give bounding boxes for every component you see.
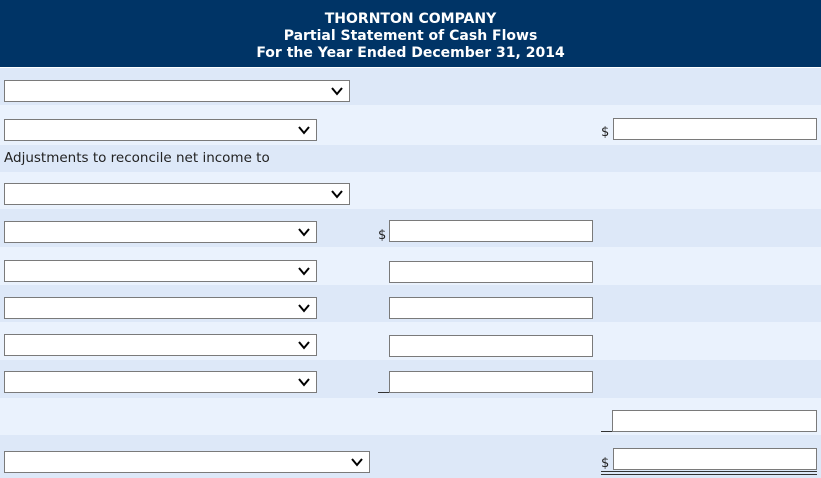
line-item-select-6[interactable]: [4, 297, 317, 319]
chevron-down-icon: [330, 187, 344, 201]
statement-title: Partial Statement of Cash Flows: [283, 28, 538, 44]
line-item-select-2[interactable]: [4, 119, 317, 141]
amount-input-net-cash[interactable]: [613, 448, 817, 470]
chevron-down-icon: [297, 264, 311, 278]
line-item-select-9[interactable]: [4, 451, 370, 473]
adjustments-label: Adjustments to reconcile net income to: [4, 150, 270, 166]
statement-period: For the Year Ended December 31, 2014: [256, 45, 565, 61]
row-1: [0, 68, 821, 105]
row-9: [0, 360, 821, 398]
amount-input-net-income[interactable]: [613, 118, 817, 140]
row-5: [0, 209, 821, 247]
amount-input-4[interactable]: [389, 335, 593, 357]
row-7: [0, 285, 821, 322]
line-item-select-3[interactable]: [4, 183, 350, 205]
row-11: [0, 435, 821, 478]
chevron-down-icon: [297, 375, 311, 389]
chevron-down-icon: [297, 225, 311, 239]
chevron-down-icon: [350, 455, 364, 469]
chevron-down-icon: [330, 84, 344, 98]
amount-input-total-adjustments[interactable]: [612, 410, 817, 432]
chevron-down-icon: [297, 338, 311, 352]
row-6: [0, 247, 821, 285]
line-item-select-4[interactable]: [4, 221, 317, 243]
company-name: THORNTON COMPANY: [324, 11, 497, 27]
dollar-sign: $: [378, 228, 387, 243]
chevron-down-icon: [297, 123, 311, 137]
statement-header: [0, 0, 821, 67]
amount-input-2[interactable]: [389, 261, 593, 283]
row-10: [0, 398, 821, 435]
amount-input-3[interactable]: [389, 297, 593, 319]
line-item-select-5[interactable]: [4, 260, 317, 282]
amount-input-1[interactable]: [389, 220, 593, 242]
amount-input-5[interactable]: [389, 371, 593, 393]
double-underline-top: [601, 471, 817, 472]
chevron-down-icon: [297, 301, 311, 315]
row-4: [0, 172, 821, 209]
row-3: [0, 145, 821, 172]
line-item-select-1[interactable]: [4, 80, 350, 102]
dollar-sign: $: [601, 456, 610, 471]
row-2: [0, 105, 821, 145]
double-underline-bottom: [601, 474, 817, 475]
line-item-select-7[interactable]: [4, 334, 317, 356]
line-item-select-8[interactable]: [4, 371, 317, 393]
dollar-sign: $: [601, 125, 610, 140]
row-8: [0, 322, 821, 360]
